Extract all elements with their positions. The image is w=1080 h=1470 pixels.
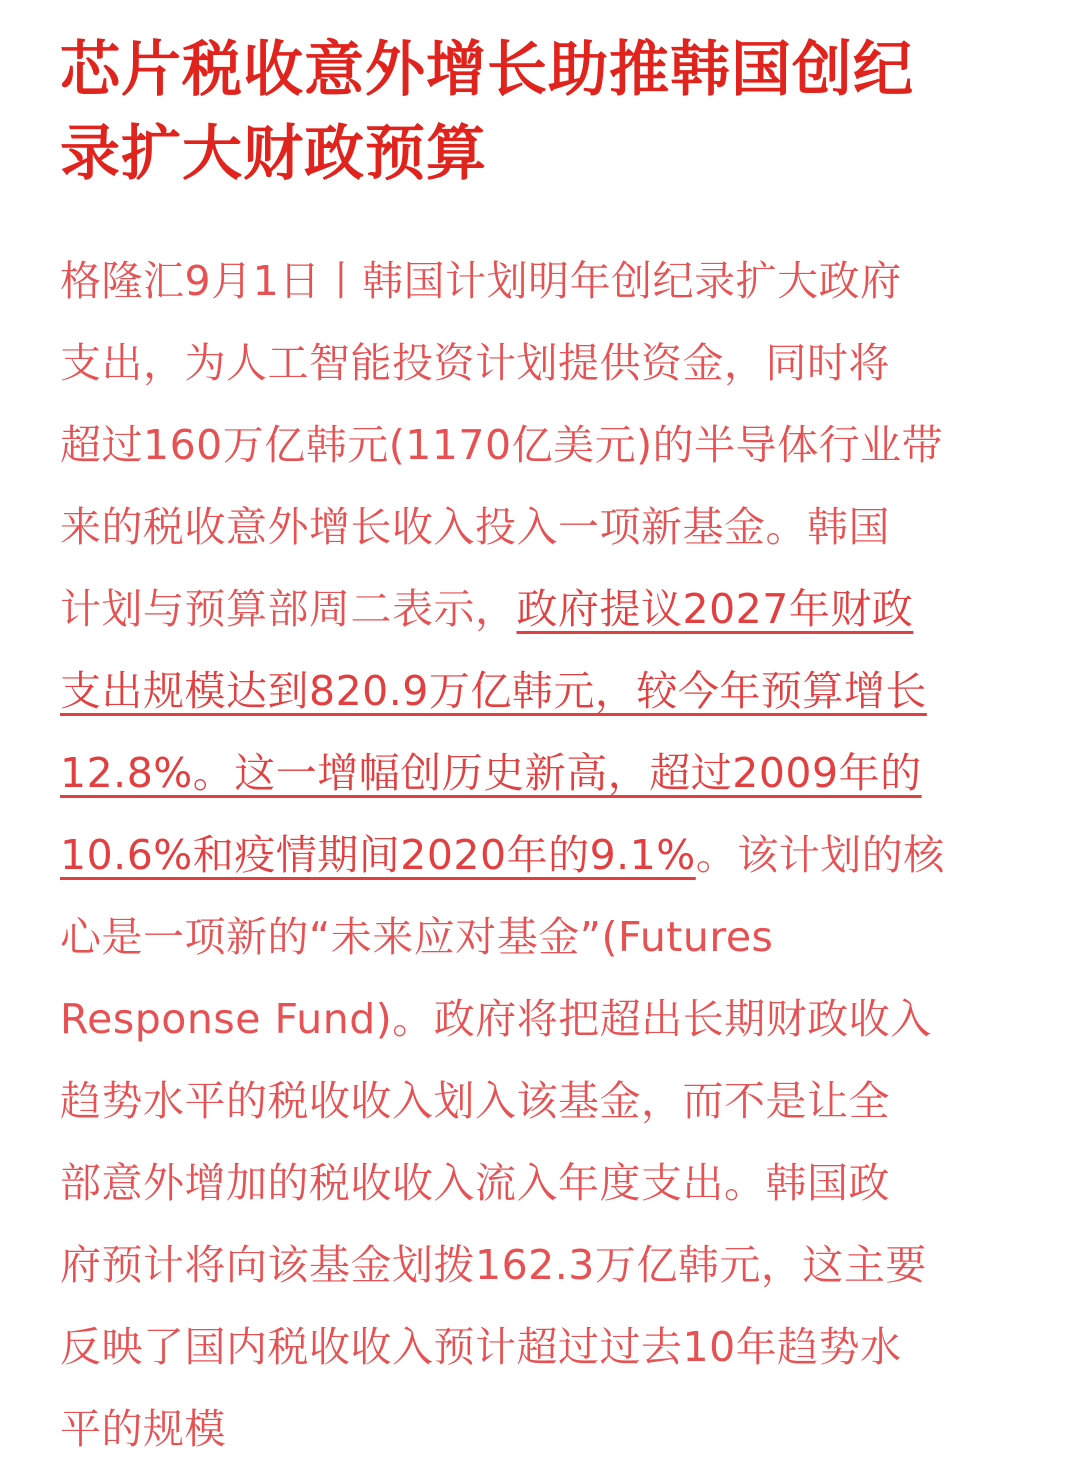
body-line-6 bbox=[60, 650, 1030, 732]
body-line-5 bbox=[60, 568, 1030, 650]
body-line-15: 平的规模 bbox=[60, 1405, 226, 1453]
body-line-8 bbox=[60, 814, 1030, 896]
body-line-5-text: 计划与预算部周二表示， bbox=[60, 585, 517, 633]
highlighted-sentence-part-1: 政府提议2027年财政 bbox=[516, 585, 914, 633]
body-line-9: 心是一项新的“未来应对基金”(Futures bbox=[60, 913, 774, 961]
body-line-12: 部意外增加的税收收入流入年度支出。韩国政 bbox=[60, 1159, 890, 1207]
headline-line-2: 录扩大财政预算 bbox=[60, 119, 487, 189]
highlighted-sentence-part-3: 12.8%。这一增幅创历史新高，超过2009年的 bbox=[60, 749, 922, 797]
article-headline bbox=[60, 28, 1020, 196]
body-line-4: 来的税收意外增长收入投入一项新基金。韩国 bbox=[60, 503, 890, 551]
body-line-3: 超过160万亿韩元(1170亿美元)的半导体行业带 bbox=[60, 421, 944, 469]
body-line-13: 府预计将向该基金划拨162.3万亿韩元，这主要 bbox=[60, 1241, 927, 1289]
highlighted-sentence-part-2: 支出规模达到820.9万亿韩元，较今年预算增长 bbox=[60, 667, 927, 715]
body-line-10: Response Fund)。政府将把超出长期财政收入 bbox=[60, 995, 932, 1043]
body-line-14: 反映了国内税收收入预计超过过去10年趋势水 bbox=[60, 1323, 902, 1371]
body-line-11: 趋势水平的税收收入划入该基金，而不是让全 bbox=[60, 1077, 890, 1125]
headline-line-1: 芯片税收意外增长助推韩国创纪 bbox=[60, 35, 914, 105]
body-line-2: 支出，为人工智能投资计划提供资金，同时将 bbox=[60, 339, 890, 387]
article-body bbox=[60, 240, 1030, 1470]
body-line-8-text: 。该计划的核 bbox=[695, 831, 945, 879]
highlighted-sentence-part-4: 10.6%和疫情期间2020年的9.1% bbox=[60, 831, 696, 879]
body-line-7 bbox=[60, 732, 1030, 814]
body-line-1: 格隆汇9月1日丨韩国计划明年创纪录扩大政府 bbox=[60, 257, 902, 305]
